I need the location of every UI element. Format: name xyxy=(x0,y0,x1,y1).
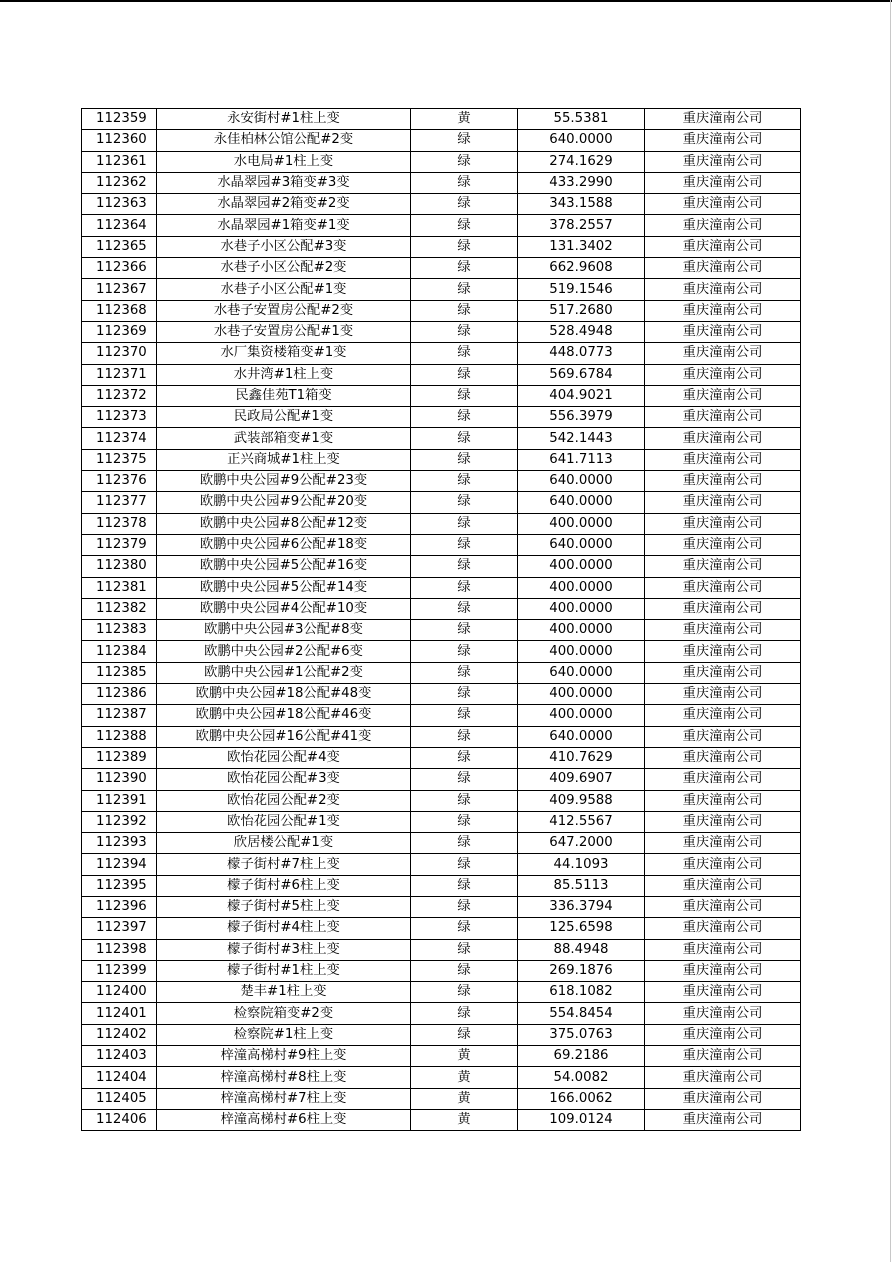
company-cell: 重庆潼南公司 xyxy=(645,364,801,385)
station-name-cell: 欧鹏中央公园#3公配#8变 xyxy=(157,620,411,641)
row-id-cell: 112388 xyxy=(82,726,157,747)
row-id-cell: 112390 xyxy=(82,769,157,790)
company-cell: 重庆潼南公司 xyxy=(645,492,801,513)
table-row xyxy=(82,769,801,790)
status-color-cell: 绿 xyxy=(411,705,518,726)
value-cell: 641.7113 xyxy=(518,449,645,470)
row-id-cell: 112366 xyxy=(82,258,157,279)
station-name-cell: 水巷子小区公配#3变 xyxy=(157,236,411,257)
row-id-cell: 112367 xyxy=(82,279,157,300)
value-cell: 433.2990 xyxy=(518,172,645,193)
value-cell: 662.9608 xyxy=(518,258,645,279)
station-name-cell: 民政局公配#1变 xyxy=(157,407,411,428)
company-cell: 重庆潼南公司 xyxy=(645,684,801,705)
value-cell: 55.5381 xyxy=(518,109,645,130)
value-cell: 85.5113 xyxy=(518,875,645,896)
value-cell: 448.0773 xyxy=(518,343,645,364)
table-row xyxy=(82,172,801,193)
company-cell: 重庆潼南公司 xyxy=(645,151,801,172)
row-id-cell: 112376 xyxy=(82,471,157,492)
company-cell: 重庆潼南公司 xyxy=(645,790,801,811)
status-color-cell: 绿 xyxy=(411,258,518,279)
row-id-cell: 112391 xyxy=(82,790,157,811)
row-id-cell: 112377 xyxy=(82,492,157,513)
company-cell: 重庆潼南公司 xyxy=(645,279,801,300)
row-id-cell: 112373 xyxy=(82,407,157,428)
station-name-cell: 梓潼高梯村#6柱上变 xyxy=(157,1109,411,1130)
company-cell: 重庆潼南公司 xyxy=(645,428,801,449)
station-name-cell: 水井湾#1柱上变 xyxy=(157,364,411,385)
table-row xyxy=(82,747,801,768)
table-row xyxy=(82,130,801,151)
table-row xyxy=(82,641,801,662)
station-name-cell: 欧鹏中央公园#16公配#41变 xyxy=(157,726,411,747)
table-row xyxy=(82,343,801,364)
table-row xyxy=(82,705,801,726)
value-cell: 569.6784 xyxy=(518,364,645,385)
value-cell: 274.1629 xyxy=(518,151,645,172)
table-row xyxy=(82,428,801,449)
row-id-cell: 112380 xyxy=(82,556,157,577)
company-cell: 重庆潼南公司 xyxy=(645,960,801,981)
company-cell: 重庆潼南公司 xyxy=(645,726,801,747)
table-row xyxy=(82,918,801,939)
station-name-cell: 檬子街村#3柱上变 xyxy=(157,939,411,960)
row-id-cell: 112368 xyxy=(82,300,157,321)
station-name-cell: 檬子街村#5柱上变 xyxy=(157,896,411,917)
value-cell: 400.0000 xyxy=(518,577,645,598)
status-color-cell: 绿 xyxy=(411,321,518,342)
value-cell: 542.1443 xyxy=(518,428,645,449)
table-row xyxy=(82,321,801,342)
company-cell: 重庆潼南公司 xyxy=(645,641,801,662)
table-row xyxy=(82,492,801,513)
company-cell: 重庆潼南公司 xyxy=(645,833,801,854)
table-row xyxy=(82,833,801,854)
value-cell: 336.3794 xyxy=(518,896,645,917)
company-cell: 重庆潼南公司 xyxy=(645,598,801,619)
row-id-cell: 112402 xyxy=(82,1024,157,1045)
station-name-cell: 水晶翠园#3箱变#3变 xyxy=(157,172,411,193)
station-name-cell: 欧鹏中央公园#9公配#20变 xyxy=(157,492,411,513)
table-row xyxy=(82,385,801,406)
company-cell: 重庆潼南公司 xyxy=(645,811,801,832)
station-name-cell: 水电局#1柱上变 xyxy=(157,151,411,172)
status-color-cell: 绿 xyxy=(411,896,518,917)
company-cell: 重庆潼南公司 xyxy=(645,620,801,641)
row-id-cell: 112365 xyxy=(82,236,157,257)
company-cell: 重庆潼南公司 xyxy=(645,1088,801,1109)
company-cell: 重庆潼南公司 xyxy=(645,896,801,917)
status-color-cell: 绿 xyxy=(411,492,518,513)
table-row xyxy=(82,364,801,385)
table-row xyxy=(82,982,801,1003)
status-color-cell: 绿 xyxy=(411,960,518,981)
station-name-cell: 欧鹏中央公园#4公配#10变 xyxy=(157,598,411,619)
station-name-cell: 欧鹏中央公园#18公配#48变 xyxy=(157,684,411,705)
status-color-cell: 绿 xyxy=(411,747,518,768)
row-id-cell: 112386 xyxy=(82,684,157,705)
status-color-cell: 绿 xyxy=(411,939,518,960)
station-name-cell: 檬子街村#6柱上变 xyxy=(157,875,411,896)
station-name-cell: 正兴商城#1柱上变 xyxy=(157,449,411,470)
status-color-cell: 绿 xyxy=(411,662,518,683)
table-row xyxy=(82,215,801,236)
station-name-cell: 楚丰#1柱上变 xyxy=(157,982,411,1003)
station-name-cell: 欧怡花园公配#2变 xyxy=(157,790,411,811)
row-id-cell: 112389 xyxy=(82,747,157,768)
row-id-cell: 112393 xyxy=(82,833,157,854)
value-cell: 554.8454 xyxy=(518,1003,645,1024)
status-color-cell: 绿 xyxy=(411,790,518,811)
row-id-cell: 112384 xyxy=(82,641,157,662)
company-cell: 重庆潼南公司 xyxy=(645,258,801,279)
value-cell: 125.6598 xyxy=(518,918,645,939)
status-color-cell: 绿 xyxy=(411,343,518,364)
row-id-cell: 112371 xyxy=(82,364,157,385)
station-name-cell: 水巷子小区公配#2变 xyxy=(157,258,411,279)
value-cell: 400.0000 xyxy=(518,641,645,662)
company-cell: 重庆潼南公司 xyxy=(645,215,801,236)
company-cell: 重庆潼南公司 xyxy=(645,939,801,960)
table-row xyxy=(82,236,801,257)
status-color-cell: 绿 xyxy=(411,769,518,790)
company-cell: 重庆潼南公司 xyxy=(645,385,801,406)
row-id-cell: 112392 xyxy=(82,811,157,832)
company-cell: 重庆潼南公司 xyxy=(645,1024,801,1045)
status-color-cell: 绿 xyxy=(411,577,518,598)
station-name-cell: 欧鹏中央公园#1公配#2变 xyxy=(157,662,411,683)
station-name-cell: 欣居楼公配#1变 xyxy=(157,833,411,854)
table-row xyxy=(82,662,801,683)
station-name-cell: 欧鹏中央公园#18公配#46变 xyxy=(157,705,411,726)
table-row xyxy=(82,151,801,172)
station-name-cell: 檬子街村#7柱上变 xyxy=(157,854,411,875)
station-name-cell: 水巷子安置房公配#2变 xyxy=(157,300,411,321)
status-color-cell: 绿 xyxy=(411,726,518,747)
company-cell: 重庆潼南公司 xyxy=(645,471,801,492)
table-row xyxy=(82,620,801,641)
row-id-cell: 112375 xyxy=(82,449,157,470)
value-cell: 647.2000 xyxy=(518,833,645,854)
status-color-cell: 绿 xyxy=(411,875,518,896)
table-row xyxy=(82,471,801,492)
status-color-cell: 绿 xyxy=(411,215,518,236)
row-id-cell: 112401 xyxy=(82,1003,157,1024)
value-cell: 404.9021 xyxy=(518,385,645,406)
station-name-cell: 水晶翠园#1箱变#1变 xyxy=(157,215,411,236)
status-color-cell: 绿 xyxy=(411,172,518,193)
value-cell: 44.1093 xyxy=(518,854,645,875)
value-cell: 528.4948 xyxy=(518,321,645,342)
row-id-cell: 112364 xyxy=(82,215,157,236)
company-cell: 重庆潼南公司 xyxy=(645,982,801,1003)
row-id-cell: 112406 xyxy=(82,1109,157,1130)
station-name-cell: 欧怡花园公配#4变 xyxy=(157,747,411,768)
company-cell: 重庆潼南公司 xyxy=(645,1067,801,1088)
status-color-cell: 绿 xyxy=(411,918,518,939)
value-cell: 400.0000 xyxy=(518,684,645,705)
value-cell: 640.0000 xyxy=(518,662,645,683)
company-cell: 重庆潼南公司 xyxy=(645,172,801,193)
station-name-cell: 欧怡花园公配#1变 xyxy=(157,811,411,832)
page-right-edge xyxy=(890,0,891,1262)
table-row xyxy=(82,577,801,598)
value-cell: 640.0000 xyxy=(518,471,645,492)
table-row xyxy=(82,109,801,130)
status-color-cell: 绿 xyxy=(411,428,518,449)
status-color-cell: 绿 xyxy=(411,236,518,257)
row-id-cell: 112372 xyxy=(82,385,157,406)
value-cell: 409.6907 xyxy=(518,769,645,790)
company-cell: 重庆潼南公司 xyxy=(645,321,801,342)
row-id-cell: 112383 xyxy=(82,620,157,641)
status-color-cell: 绿 xyxy=(411,300,518,321)
value-cell: 166.0062 xyxy=(518,1088,645,1109)
station-name-cell: 梓潼高梯村#9柱上变 xyxy=(157,1046,411,1067)
row-id-cell: 112405 xyxy=(82,1088,157,1109)
value-cell: 409.9588 xyxy=(518,790,645,811)
company-cell: 重庆潼南公司 xyxy=(645,577,801,598)
table-row xyxy=(82,684,801,705)
status-color-cell: 黄 xyxy=(411,1067,518,1088)
table-row xyxy=(82,194,801,215)
company-cell: 重庆潼南公司 xyxy=(645,1109,801,1130)
value-cell: 640.0000 xyxy=(518,492,645,513)
value-cell: 400.0000 xyxy=(518,513,645,534)
table-row xyxy=(82,598,801,619)
page-top-border xyxy=(0,0,892,2)
value-cell: 269.1876 xyxy=(518,960,645,981)
value-cell: 519.1546 xyxy=(518,279,645,300)
status-color-cell: 绿 xyxy=(411,534,518,555)
company-cell: 重庆潼南公司 xyxy=(645,556,801,577)
company-cell: 重庆潼南公司 xyxy=(645,769,801,790)
company-cell: 重庆潼南公司 xyxy=(645,875,801,896)
station-name-cell: 欧鹏中央公园#5公配#16变 xyxy=(157,556,411,577)
row-id-cell: 112359 xyxy=(82,109,157,130)
status-color-cell: 黄 xyxy=(411,1109,518,1130)
value-cell: 378.2557 xyxy=(518,215,645,236)
value-cell: 400.0000 xyxy=(518,705,645,726)
row-id-cell: 112379 xyxy=(82,534,157,555)
station-name-cell: 检察院箱变#2变 xyxy=(157,1003,411,1024)
station-name-cell: 欧怡花园公配#3变 xyxy=(157,769,411,790)
company-cell: 重庆潼南公司 xyxy=(645,705,801,726)
status-color-cell: 绿 xyxy=(411,684,518,705)
row-id-cell: 112363 xyxy=(82,194,157,215)
table-row xyxy=(82,534,801,555)
status-color-cell: 绿 xyxy=(411,194,518,215)
table-row xyxy=(82,854,801,875)
station-name-cell: 永佳柏林公馆公配#2变 xyxy=(157,130,411,151)
table-row xyxy=(82,258,801,279)
status-color-cell: 绿 xyxy=(411,982,518,1003)
company-cell: 重庆潼南公司 xyxy=(645,662,801,683)
row-id-cell: 112369 xyxy=(82,321,157,342)
value-cell: 131.3402 xyxy=(518,236,645,257)
table-row xyxy=(82,300,801,321)
table-row xyxy=(82,1003,801,1024)
value-cell: 640.0000 xyxy=(518,534,645,555)
company-cell: 重庆潼南公司 xyxy=(645,343,801,364)
company-cell: 重庆潼南公司 xyxy=(645,854,801,875)
station-name-cell: 欧鹏中央公园#9公配#23变 xyxy=(157,471,411,492)
station-name-cell: 检察院#1柱上变 xyxy=(157,1024,411,1045)
station-name-cell: 水巷子安置房公配#1变 xyxy=(157,321,411,342)
status-color-cell: 绿 xyxy=(411,833,518,854)
row-id-cell: 112399 xyxy=(82,960,157,981)
row-id-cell: 112387 xyxy=(82,705,157,726)
station-name-cell: 檬子街村#1柱上变 xyxy=(157,960,411,981)
value-cell: 556.3979 xyxy=(518,407,645,428)
value-cell: 343.1588 xyxy=(518,194,645,215)
row-id-cell: 112361 xyxy=(82,151,157,172)
row-id-cell: 112360 xyxy=(82,130,157,151)
row-id-cell: 112397 xyxy=(82,918,157,939)
status-color-cell: 黄 xyxy=(411,1046,518,1067)
value-cell: 410.7629 xyxy=(518,747,645,768)
status-color-cell: 绿 xyxy=(411,641,518,662)
table-row xyxy=(82,513,801,534)
status-color-cell: 绿 xyxy=(411,130,518,151)
value-cell: 69.2186 xyxy=(518,1046,645,1067)
company-cell: 重庆潼南公司 xyxy=(645,449,801,470)
company-cell: 重庆潼南公司 xyxy=(645,109,801,130)
table-row xyxy=(82,1088,801,1109)
status-color-cell: 绿 xyxy=(411,854,518,875)
station-name-cell: 梓潼高梯村#7柱上变 xyxy=(157,1088,411,1109)
station-name-cell: 永安街村#1柱上变 xyxy=(157,109,411,130)
station-name-cell: 水巷子小区公配#1变 xyxy=(157,279,411,300)
company-cell: 重庆潼南公司 xyxy=(645,236,801,257)
status-color-cell: 绿 xyxy=(411,471,518,492)
row-id-cell: 112382 xyxy=(82,598,157,619)
station-name-cell: 檬子街村#4柱上变 xyxy=(157,918,411,939)
value-cell: 400.0000 xyxy=(518,620,645,641)
row-id-cell: 112362 xyxy=(82,172,157,193)
table-body xyxy=(82,109,801,1131)
row-id-cell: 112394 xyxy=(82,854,157,875)
table-row xyxy=(82,407,801,428)
row-id-cell: 112400 xyxy=(82,982,157,1003)
company-cell: 重庆潼南公司 xyxy=(645,130,801,151)
company-cell: 重庆潼南公司 xyxy=(645,300,801,321)
value-cell: 517.2680 xyxy=(518,300,645,321)
status-color-cell: 绿 xyxy=(411,385,518,406)
status-color-cell: 绿 xyxy=(411,1024,518,1045)
table-row xyxy=(82,1067,801,1088)
row-id-cell: 112370 xyxy=(82,343,157,364)
company-cell: 重庆潼南公司 xyxy=(645,1046,801,1067)
row-id-cell: 112378 xyxy=(82,513,157,534)
value-cell: 618.1082 xyxy=(518,982,645,1003)
status-color-cell: 黄 xyxy=(411,109,518,130)
value-cell: 375.0763 xyxy=(518,1024,645,1045)
table-row xyxy=(82,1109,801,1130)
value-cell: 400.0000 xyxy=(518,598,645,619)
company-cell: 重庆潼南公司 xyxy=(645,534,801,555)
station-name-cell: 梓潼高梯村#8柱上变 xyxy=(157,1067,411,1088)
value-cell: 88.4948 xyxy=(518,939,645,960)
table-row xyxy=(82,896,801,917)
table-row xyxy=(82,726,801,747)
station-name-cell: 欧鹏中央公园#2公配#6变 xyxy=(157,641,411,662)
table-row xyxy=(82,279,801,300)
status-color-cell: 绿 xyxy=(411,811,518,832)
company-cell: 重庆潼南公司 xyxy=(645,918,801,939)
value-cell: 109.0124 xyxy=(518,1109,645,1130)
row-id-cell: 112385 xyxy=(82,662,157,683)
table-row xyxy=(82,1024,801,1045)
row-id-cell: 112404 xyxy=(82,1067,157,1088)
value-cell: 640.0000 xyxy=(518,726,645,747)
table-row xyxy=(82,1046,801,1067)
row-id-cell: 112398 xyxy=(82,939,157,960)
status-color-cell: 绿 xyxy=(411,364,518,385)
row-id-cell: 112395 xyxy=(82,875,157,896)
station-name-cell: 武装部箱变#1变 xyxy=(157,428,411,449)
company-cell: 重庆潼南公司 xyxy=(645,747,801,768)
status-color-cell: 绿 xyxy=(411,620,518,641)
status-color-cell: 绿 xyxy=(411,279,518,300)
status-color-cell: 绿 xyxy=(411,598,518,619)
transformer-table xyxy=(81,108,801,1131)
row-id-cell: 112403 xyxy=(82,1046,157,1067)
status-color-cell: 绿 xyxy=(411,407,518,428)
value-cell: 54.0082 xyxy=(518,1067,645,1088)
table-row xyxy=(82,875,801,896)
table-row xyxy=(82,960,801,981)
company-cell: 重庆潼南公司 xyxy=(645,1003,801,1024)
row-id-cell: 112381 xyxy=(82,577,157,598)
station-name-cell: 水晶翠园#2箱变#2变 xyxy=(157,194,411,215)
status-color-cell: 绿 xyxy=(411,1003,518,1024)
status-color-cell: 绿 xyxy=(411,151,518,172)
table-row xyxy=(82,811,801,832)
station-name-cell: 民鑫佳苑T1箱变 xyxy=(157,385,411,406)
company-cell: 重庆潼南公司 xyxy=(645,513,801,534)
station-name-cell: 水厂集资楼箱变#1变 xyxy=(157,343,411,364)
status-color-cell: 绿 xyxy=(411,449,518,470)
row-id-cell: 112374 xyxy=(82,428,157,449)
station-name-cell: 欧鹏中央公园#6公配#18变 xyxy=(157,534,411,555)
value-cell: 640.0000 xyxy=(518,130,645,151)
company-cell: 重庆潼南公司 xyxy=(645,407,801,428)
station-name-cell: 欧鹏中央公园#8公配#12变 xyxy=(157,513,411,534)
value-cell: 412.5567 xyxy=(518,811,645,832)
station-name-cell: 欧鹏中央公园#5公配#14变 xyxy=(157,577,411,598)
table-row xyxy=(82,939,801,960)
value-cell: 400.0000 xyxy=(518,556,645,577)
table-row xyxy=(82,449,801,470)
status-color-cell: 绿 xyxy=(411,556,518,577)
table-row xyxy=(82,556,801,577)
status-color-cell: 绿 xyxy=(411,513,518,534)
company-cell: 重庆潼南公司 xyxy=(645,194,801,215)
row-id-cell: 112396 xyxy=(82,896,157,917)
table-row xyxy=(82,790,801,811)
status-color-cell: 黄 xyxy=(411,1088,518,1109)
